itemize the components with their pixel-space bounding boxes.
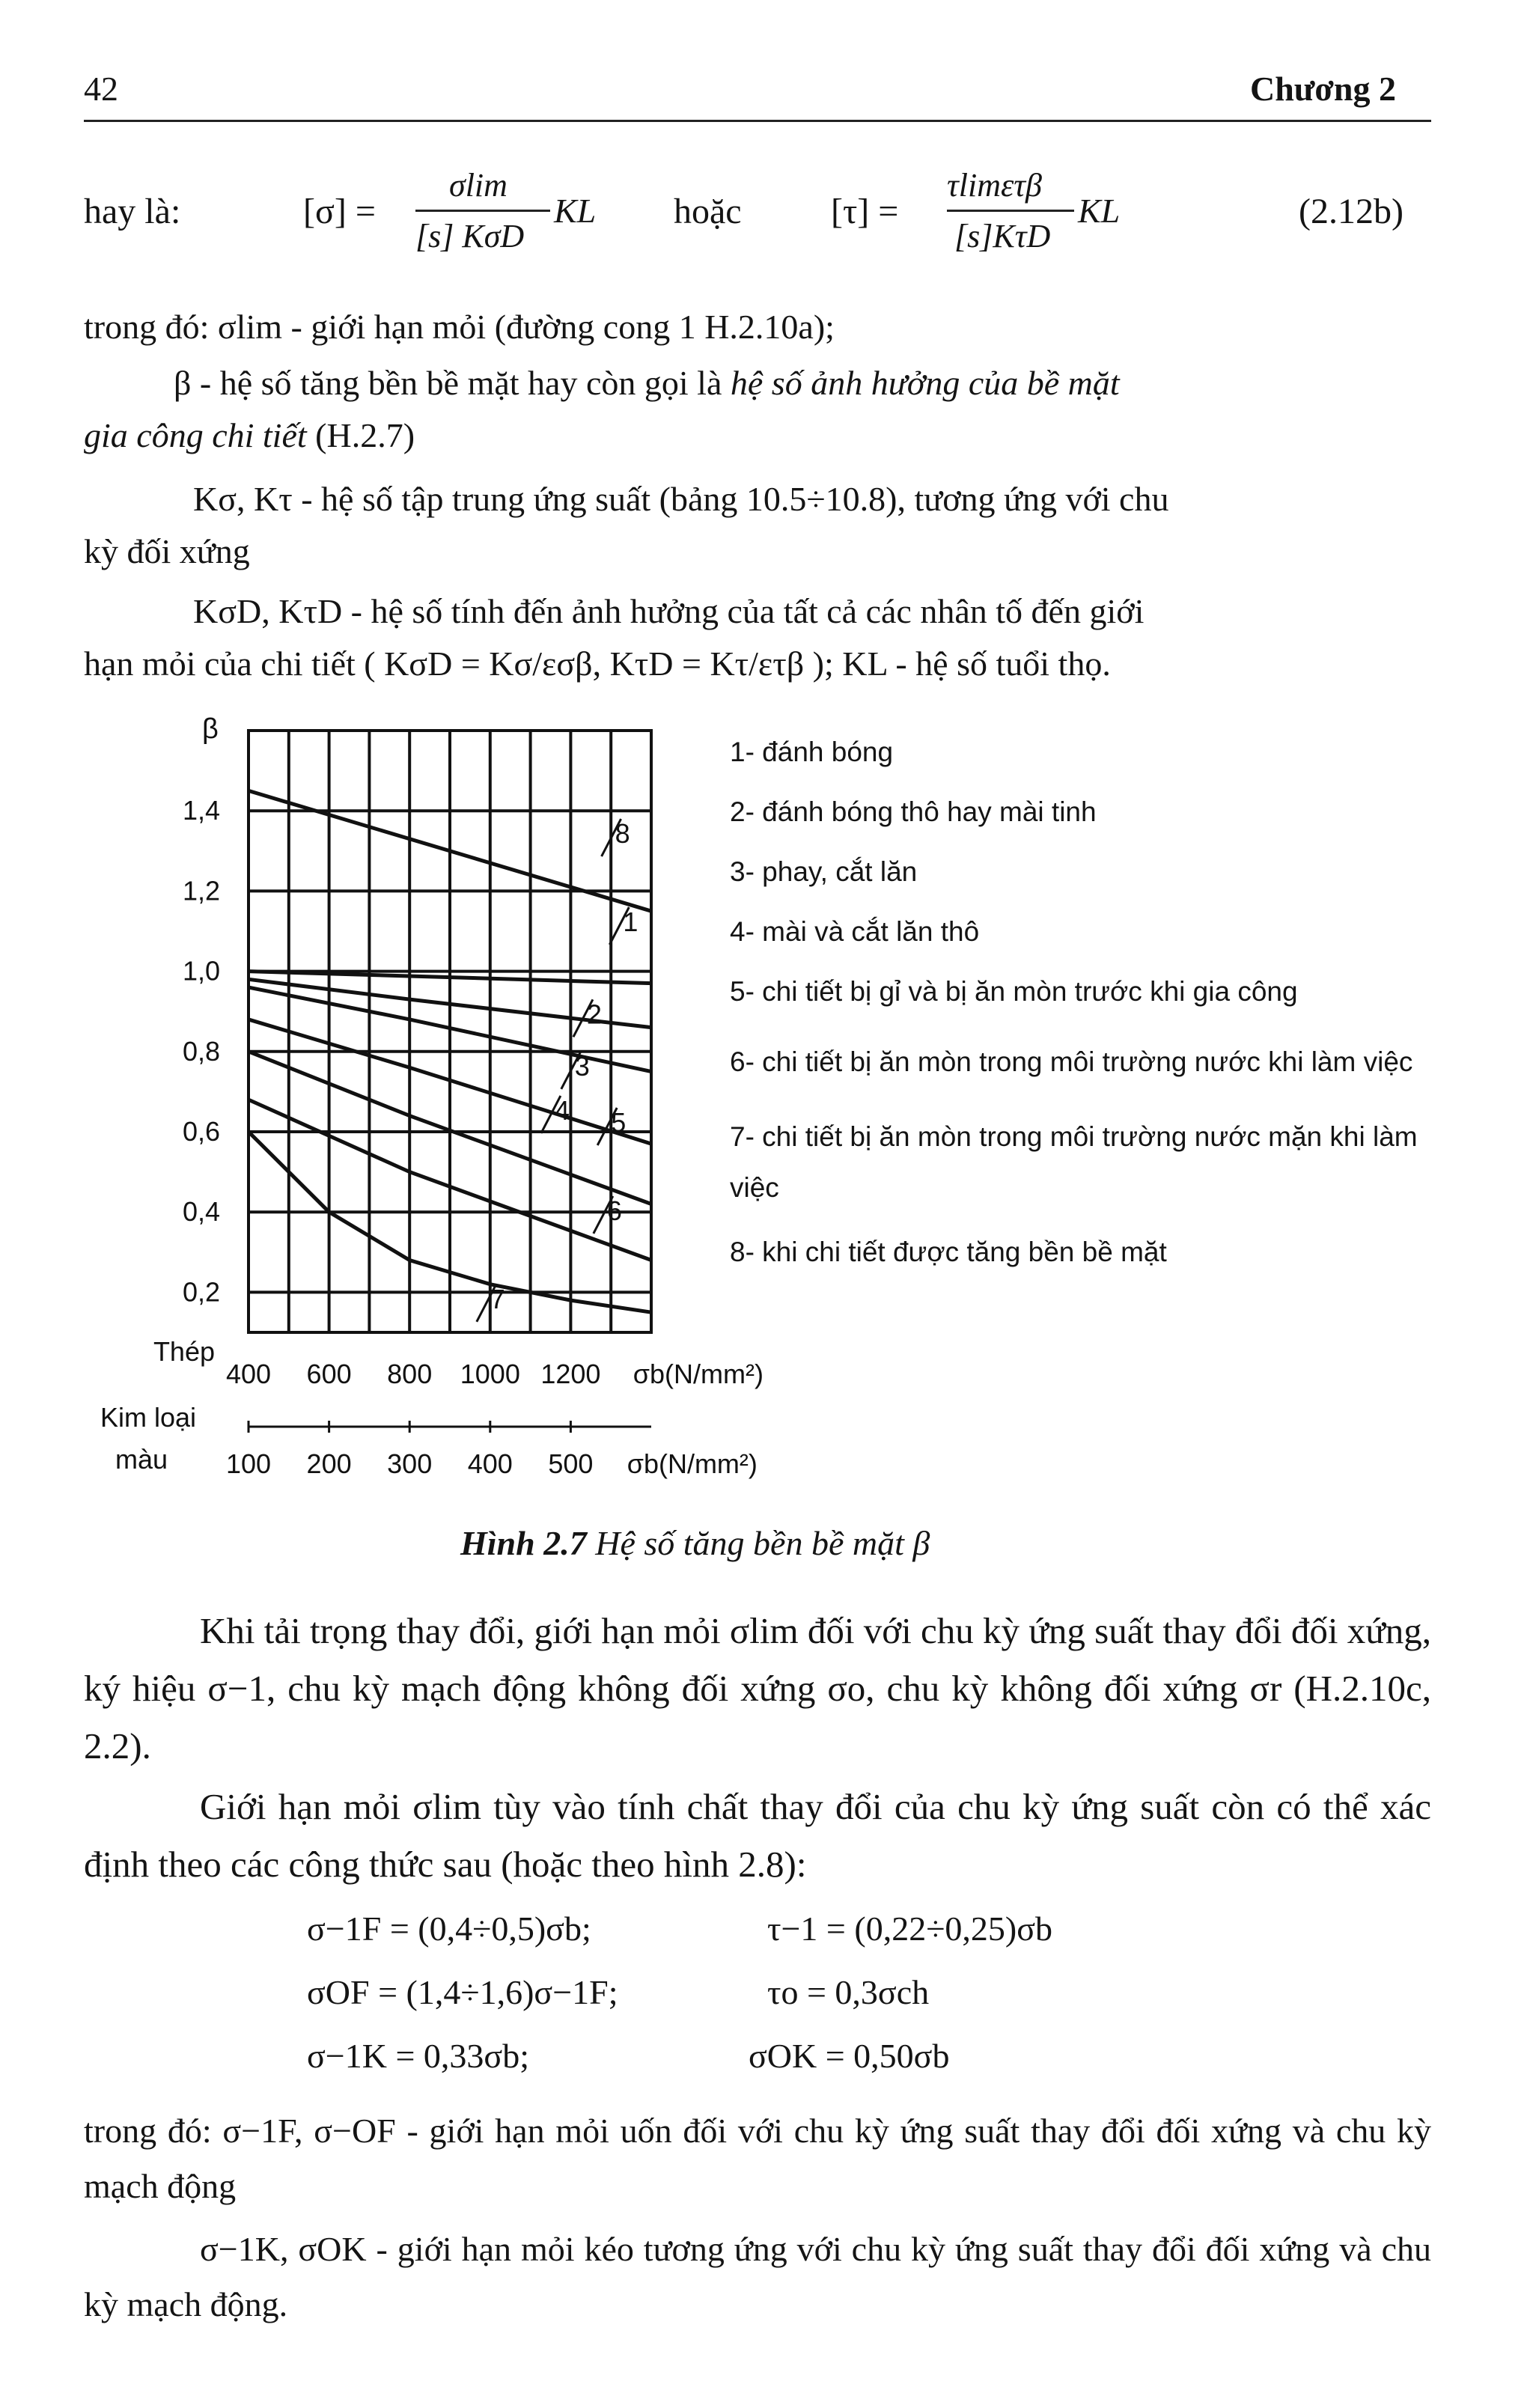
legend-item-5: 5- chi tiết bị gỉ và bị ăn mòn trước khi gia công bbox=[730, 976, 1298, 1007]
eq-number: (2.12b) bbox=[1299, 192, 1404, 231]
paragraph-1: Khi tải trọng thay đổi, giới hạn mỏi σlim đối với chu kỳ ứng suất thay đổi đối xứng, ký hiệu σ−1, chu kỳ mạch động không đối xứng σo, chu kỳ không đối xứng σr (H.2.10c, 2.2). bbox=[84, 1610, 1431, 1767]
eq-num-sigma: σlim bbox=[449, 167, 508, 204]
x-label-nonferrous-a: Kim loại bbox=[100, 1402, 196, 1433]
paragraph-4: σ−1K, σOK - giới hạn mỏi kéo tương ứng với chu kỳ ứng suất thay đổi đối xứng và chu kỳ mạch động. bbox=[84, 2230, 1431, 2323]
x-tick-steel: 1200 bbox=[540, 1359, 601, 1389]
legend-item-8: 8- khi chi tiết được tăng bền bề mặt bbox=[730, 1237, 1167, 1267]
eq-kl-tau: KL bbox=[1078, 192, 1121, 230]
series-label-1: 1 bbox=[623, 906, 639, 937]
series-label-8: 8 bbox=[615, 818, 630, 850]
y-tick-label: 1,2 bbox=[182, 875, 220, 906]
y-axis-label: β bbox=[202, 713, 219, 745]
y-tick-label: 0,6 bbox=[182, 1116, 220, 1147]
chapter-title: Chương 2 bbox=[1250, 70, 1396, 108]
def-beta-line1 bbox=[174, 363, 1120, 403]
formula-2a: σOF = (1,4÷1,6)σ−1F; bbox=[307, 1973, 618, 2011]
legend-item-7: 7- chi tiết bị ăn mòn trong môi trường nước mặn khi làm việc bbox=[730, 1121, 1418, 1203]
eq-num-tau: τlimετβ bbox=[947, 167, 1042, 204]
series-label-6: 6 bbox=[606, 1195, 622, 1226]
x-tick-steel: 600 bbox=[306, 1359, 352, 1389]
paragraph-3: trong đó: σ−1F, σ−OF - giới hạn mỏi uốn đối với chu kỳ ứng suất thay đổi đối xứng và chu kỳ mạch động bbox=[84, 2112, 1431, 2205]
formula-3b: σOK = 0,50σb bbox=[749, 2037, 950, 2075]
eq-or: hoặc bbox=[674, 192, 742, 231]
y-tick-label: 0,8 bbox=[182, 1035, 220, 1067]
formula-1a: σ−1F = (0,4÷0,5)σb; bbox=[307, 1909, 591, 1948]
eq-fraction-bar-sigma bbox=[415, 210, 550, 212]
x-tick-nonferrous: 100 bbox=[225, 1448, 272, 1479]
legend-item-3: 3- phay, cắt lăn bbox=[730, 856, 918, 887]
caption-text: Hệ số tăng bền bề mặt β bbox=[595, 1524, 930, 1562]
def-kd-line2: hạn mỏi của chi tiết ( KσD = Kσ/εσβ, KτD = Kτ/ετβ ); KL - hệ số tuổi thọ. bbox=[84, 644, 1111, 683]
eq-fraction-bar-tau bbox=[947, 210, 1074, 212]
def-kd-line1: KσD, KτD - hệ số tính đến ảnh hưởng của tất cả các nhân tố đến giới bbox=[193, 592, 1145, 630]
eq-kl-sigma: KL bbox=[554, 192, 597, 230]
legend-item-6: 6- chi tiết bị ăn mòn trong môi trường nước khi làm việc bbox=[730, 1046, 1413, 1077]
chart-legend bbox=[730, 737, 1433, 1267]
eq-lhs-tau: [τ] = bbox=[831, 192, 899, 231]
def-beta-text: β - hệ số tăng bền bề mặt hay còn gọi là bbox=[174, 364, 722, 402]
eq-den-sigma: [s] KσD bbox=[415, 218, 525, 254]
def-sigma-lim: trong đó: σlim - giới hạn mỏi (đường cong 1 H.2.10a); bbox=[84, 308, 835, 346]
def-beta-line2 bbox=[84, 415, 415, 455]
x-tick-steel: 800 bbox=[387, 1359, 433, 1389]
def-beta-italic: hệ số ảnh hưởng của bề mặt bbox=[730, 364, 1120, 402]
x-tick-nonferrous: 400 bbox=[467, 1448, 513, 1479]
x-unit-steel: σb(N/mm²) bbox=[633, 1359, 764, 1389]
caption-label: Hình 2.7 bbox=[460, 1524, 587, 1562]
x-tick-steel: 400 bbox=[225, 1359, 272, 1389]
def-beta-ref: (H.2.7) bbox=[315, 416, 415, 454]
y-tick-label: 1,0 bbox=[182, 955, 220, 987]
legend-item-2: 2- đánh bóng thô hay mài tinh bbox=[730, 796, 1097, 827]
x-label-nonferrous-b: màu bbox=[115, 1444, 168, 1475]
series-label-4: 4 bbox=[554, 1094, 570, 1126]
x-tick-nonferrous: 200 bbox=[306, 1448, 352, 1479]
formula-3a: σ−1K = 0,33σb; bbox=[307, 2037, 529, 2075]
eq-den-tau: [s]KτD bbox=[954, 218, 1051, 254]
header-rule bbox=[84, 120, 1431, 122]
formula-1b: τ−1 = (0,22÷0,25)σb bbox=[767, 1909, 1053, 1948]
x-unit-nonferrous: σb(N/mm²) bbox=[627, 1448, 758, 1479]
x-label-steel: Thép bbox=[153, 1336, 215, 1367]
page-number: 42 bbox=[84, 70, 118, 108]
def-beta-italic-2: gia công chi tiết bbox=[84, 416, 307, 454]
series-label-3: 3 bbox=[574, 1050, 590, 1082]
legend-item-4: 4- mài và cắt lăn thô bbox=[730, 916, 980, 947]
legend-item-1: 1- đánh bóng bbox=[730, 737, 894, 767]
y-tick-label: 1,4 bbox=[182, 795, 220, 826]
y-tick-label: 0,2 bbox=[182, 1276, 220, 1308]
def-k-line1: Kσ, Kτ - hệ số tập trung ứng suất (bảng 10.5÷10.8), tương ứng với chu bbox=[193, 480, 1169, 518]
eq-lhs-sigma: [σ] = bbox=[303, 192, 376, 231]
def-k-line2: kỳ đối xứng bbox=[84, 532, 250, 570]
paragraph-2: Giới hạn mỏi σlim tùy vào tính chất thay đổi của chu kỳ ứng suất còn có thể xác định theo các công thức sau (hoặc theo hình 2.8): bbox=[84, 1786, 1431, 1885]
series-label-7: 7 bbox=[490, 1283, 505, 1314]
x-tick-nonferrous: 500 bbox=[548, 1448, 594, 1479]
series-label-5: 5 bbox=[611, 1107, 627, 1138]
beta-chart bbox=[82, 704, 801, 1497]
eq-lead: hay là: bbox=[84, 192, 181, 231]
x-tick-steel: 1000 bbox=[460, 1359, 520, 1389]
formula-2b: τo = 0,3σch bbox=[767, 1973, 930, 2011]
figure-caption bbox=[460, 1523, 930, 1563]
series-label-2: 2 bbox=[586, 999, 602, 1030]
x-tick-nonferrous: 300 bbox=[387, 1448, 433, 1479]
y-tick-label: 0,4 bbox=[182, 1196, 220, 1228]
